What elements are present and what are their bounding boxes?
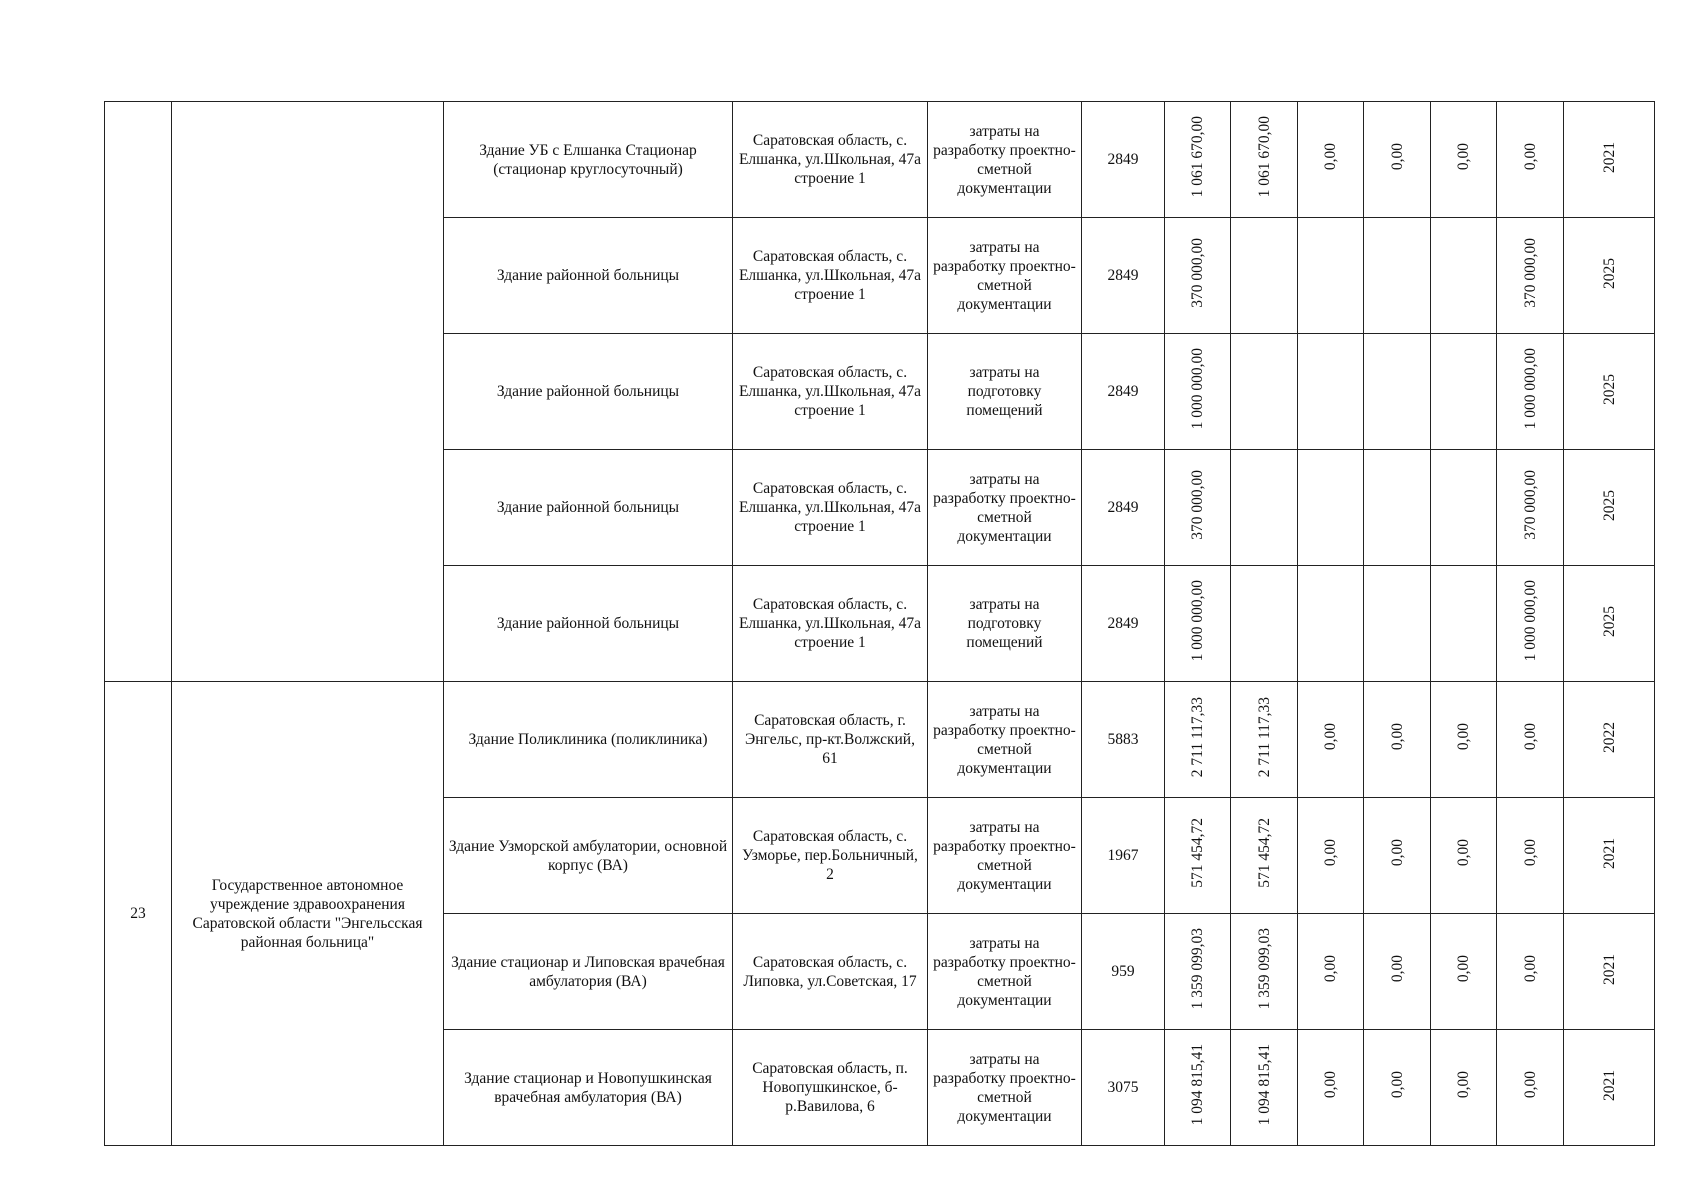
amount-cell (1431, 1030, 1497, 1146)
amount-value: 571 454,72 (1255, 818, 1273, 888)
purpose-cell: затраты на разработку проектно-сметной документации (928, 1030, 1082, 1146)
amount-cell (1298, 798, 1364, 914)
amount-value: 0,00 (1455, 143, 1472, 171)
amount-value: 0,00 (1388, 1071, 1406, 1099)
amount-value: 370 000,00 (1189, 238, 1206, 308)
purpose-cell: затраты на разработку проектно-сметной документации (928, 798, 1082, 914)
amount-cell (1298, 450, 1364, 566)
address-cell: Саратовская область, с. Липовка, ул.Советская, 17 (733, 914, 928, 1030)
year-cell (1564, 798, 1655, 914)
amount-value: 1 061 670,00 (1189, 116, 1206, 198)
address-cell: Саратовская область, с. Узморье, пер.Больничный, 2 (733, 798, 928, 914)
amount-value: 0,00 (1388, 955, 1406, 983)
amount-cell (1497, 450, 1564, 566)
amount-cell (1231, 1030, 1298, 1146)
amount-value: 1 359 099,03 (1255, 928, 1273, 1010)
amount-cell (1298, 566, 1364, 682)
amount-value: 0,00 (1322, 1071, 1339, 1099)
amount-value: 2 711 117,33 (1189, 696, 1206, 778)
amount-cell (1231, 218, 1298, 334)
amount-value: 0,00 (1455, 1071, 1472, 1099)
amount-cell (1364, 1030, 1431, 1146)
amount-cell (1497, 218, 1564, 334)
year-value: 2021 (1600, 837, 1618, 869)
area-cell: 1967 (1082, 798, 1165, 914)
amount-cell (1364, 102, 1431, 218)
amount-cell (1231, 334, 1298, 450)
year-cell (1564, 218, 1655, 334)
building-name-cell: Здание УБ с Елшанка Стационар (стационар круглосуточный) (444, 102, 733, 218)
building-name-cell: Здание районной больницы (444, 566, 733, 682)
address-cell: Саратовская область, с. Елшанка, ул.Школьная, 47а строение 1 (733, 102, 928, 218)
amount-cell (1364, 218, 1431, 334)
area-cell: 5883 (1082, 682, 1165, 798)
area-cell: 2849 (1082, 218, 1165, 334)
amount-cell (1431, 334, 1497, 450)
area-cell: 2849 (1082, 450, 1165, 566)
amount-value: 1 000 000,00 (1521, 580, 1539, 662)
amount-value: 0,00 (1455, 955, 1472, 983)
amount-value: 0,00 (1388, 839, 1406, 867)
amount-cell (1431, 102, 1497, 218)
amount-value: 1 000 000,00 (1189, 580, 1206, 662)
amount-value: 0,00 (1322, 955, 1339, 983)
amount-cell (1165, 218, 1231, 334)
table-row (105, 102, 1655, 218)
amount-value: 0,00 (1521, 839, 1539, 867)
amount-cell (1165, 102, 1231, 218)
year-value: 2025 (1600, 489, 1618, 521)
area-cell: 959 (1082, 914, 1165, 1030)
amount-value: 0,00 (1521, 723, 1539, 751)
purpose-cell: затраты на разработку проектно-сметной документации (928, 682, 1082, 798)
amount-value: 2 711 117,33 (1255, 696, 1273, 778)
amount-cell (1431, 798, 1497, 914)
table-body (105, 102, 1655, 1146)
amount-cell (1364, 334, 1431, 450)
amount-cell (1298, 914, 1364, 1030)
year-cell (1564, 450, 1655, 566)
organization-cell (172, 102, 444, 682)
purpose-cell: затраты на подготовку помещений (928, 566, 1082, 682)
year-cell (1564, 914, 1655, 1030)
amount-value: 1 061 670,00 (1255, 116, 1273, 198)
year-cell (1564, 682, 1655, 798)
item-number-cell (105, 102, 172, 682)
building-name-cell: Здание районной больницы (444, 450, 733, 566)
amount-cell (1298, 218, 1364, 334)
amount-cell (1231, 566, 1298, 682)
area-cell: 2849 (1082, 566, 1165, 682)
amount-cell (1497, 566, 1564, 682)
amount-cell (1497, 1030, 1564, 1146)
amount-cell (1364, 566, 1431, 682)
building-name-cell: Здание районной больницы (444, 218, 733, 334)
year-cell (1564, 1030, 1655, 1146)
amount-value: 1 000 000,00 (1521, 348, 1539, 430)
address-cell: Саратовская область, с. Елшанка, ул.Школьная, 47а строение 1 (733, 334, 928, 450)
purpose-cell: затраты на подготовку помещений (928, 334, 1082, 450)
amount-value: 0,00 (1322, 723, 1339, 751)
address-cell: Саратовская область, г. Энгельс, пр-кт.Волжский, 61 (733, 682, 928, 798)
area-cell: 2849 (1082, 334, 1165, 450)
building-name-cell: Здание Поликлиника (поликлиника) (444, 682, 733, 798)
table-row (105, 682, 1655, 798)
amount-value: 571 454,72 (1189, 818, 1206, 888)
amount-cell (1165, 914, 1231, 1030)
amount-cell (1165, 450, 1231, 566)
amount-cell (1231, 914, 1298, 1030)
address-cell: Саратовская область, с. Елшанка, ул.Школьная, 47а строение 1 (733, 218, 928, 334)
amount-value: 0,00 (1322, 839, 1339, 867)
amount-value: 0,00 (1388, 723, 1406, 751)
organization-cell: Государственное автономное учреждение здравоохранения Саратовской области "Энгельсская районная больница" (172, 682, 444, 1146)
amount-cell (1231, 682, 1298, 798)
area-cell: 3075 (1082, 1030, 1165, 1146)
item-number-cell: 23 (105, 682, 172, 1146)
amount-value: 1 094 815,41 (1255, 1044, 1273, 1126)
property-table (104, 101, 1655, 1146)
year-value: 2021 (1600, 953, 1618, 985)
amount-cell (1231, 798, 1298, 914)
amount-cell (1431, 218, 1497, 334)
building-name-cell: Здание Узморской амбулатории, основной корпус (ВА) (444, 798, 733, 914)
amount-cell (1431, 914, 1497, 1030)
amount-cell (1231, 102, 1298, 218)
address-cell: Саратовская область, с. Елшанка, ул.Школьная, 47а строение 1 (733, 566, 928, 682)
address-cell: Саратовская область, п. Новопушкинское, б-р.Вавилова, 6 (733, 1030, 928, 1146)
amount-cell (1298, 334, 1364, 450)
amount-value: 370 000,00 (1521, 470, 1539, 540)
purpose-cell: затраты на разработку проектно-сметной документации (928, 914, 1082, 1030)
amount-cell (1165, 682, 1231, 798)
amount-cell (1431, 450, 1497, 566)
amount-value: 0,00 (1388, 143, 1406, 171)
amount-cell (1497, 334, 1564, 450)
amount-value: 0,00 (1521, 143, 1539, 171)
amount-value: 0,00 (1455, 839, 1472, 867)
amount-cell (1497, 102, 1564, 218)
amount-cell (1298, 102, 1364, 218)
amount-cell (1497, 682, 1564, 798)
year-cell (1564, 566, 1655, 682)
building-name-cell: Здание стационар и Липовская врачебная амбулатория (ВА) (444, 914, 733, 1030)
purpose-cell: затраты на разработку проектно-сметной документации (928, 450, 1082, 566)
amount-cell (1431, 566, 1497, 682)
year-value: 2021 (1600, 141, 1618, 173)
amount-value: 1 094 815,41 (1189, 1044, 1206, 1126)
amount-cell (1298, 1030, 1364, 1146)
amount-cell (1364, 798, 1431, 914)
amount-value: 0,00 (1322, 143, 1339, 171)
year-value: 2022 (1600, 721, 1618, 753)
building-name-cell: Здание стационар и Новопушкинская врачебная амбулатория (ВА) (444, 1030, 733, 1146)
area-cell: 2849 (1082, 102, 1165, 218)
amount-value: 370 000,00 (1189, 470, 1206, 540)
amount-cell (1431, 682, 1497, 798)
amount-cell (1364, 682, 1431, 798)
amount-value: 1 359 099,03 (1189, 928, 1206, 1010)
amount-cell (1165, 334, 1231, 450)
amount-value: 0,00 (1455, 723, 1472, 751)
year-value: 2025 (1600, 373, 1618, 405)
year-value: 2021 (1600, 1069, 1618, 1101)
amount-cell (1165, 798, 1231, 914)
amount-cell (1364, 450, 1431, 566)
amount-cell (1165, 1030, 1231, 1146)
amount-cell (1165, 566, 1231, 682)
amount-value: 370 000,00 (1521, 238, 1539, 308)
purpose-cell: затраты на разработку проектно-сметной документации (928, 102, 1082, 218)
amount-value: 0,00 (1521, 1071, 1539, 1099)
amount-cell (1231, 450, 1298, 566)
purpose-cell: затраты на разработку проектно-сметной документации (928, 218, 1082, 334)
amount-cell (1497, 914, 1564, 1030)
year-cell (1564, 334, 1655, 450)
amount-value: 0,00 (1521, 955, 1539, 983)
amount-value: 1 000 000,00 (1189, 348, 1206, 430)
year-cell (1564, 102, 1655, 218)
year-value: 2025 (1600, 605, 1618, 637)
amount-cell (1364, 914, 1431, 1030)
amount-cell (1298, 682, 1364, 798)
year-value: 2025 (1600, 257, 1618, 289)
address-cell: Саратовская область, с. Елшанка, ул.Школьная, 47а строение 1 (733, 450, 928, 566)
amount-cell (1497, 798, 1564, 914)
building-name-cell: Здание районной больницы (444, 334, 733, 450)
